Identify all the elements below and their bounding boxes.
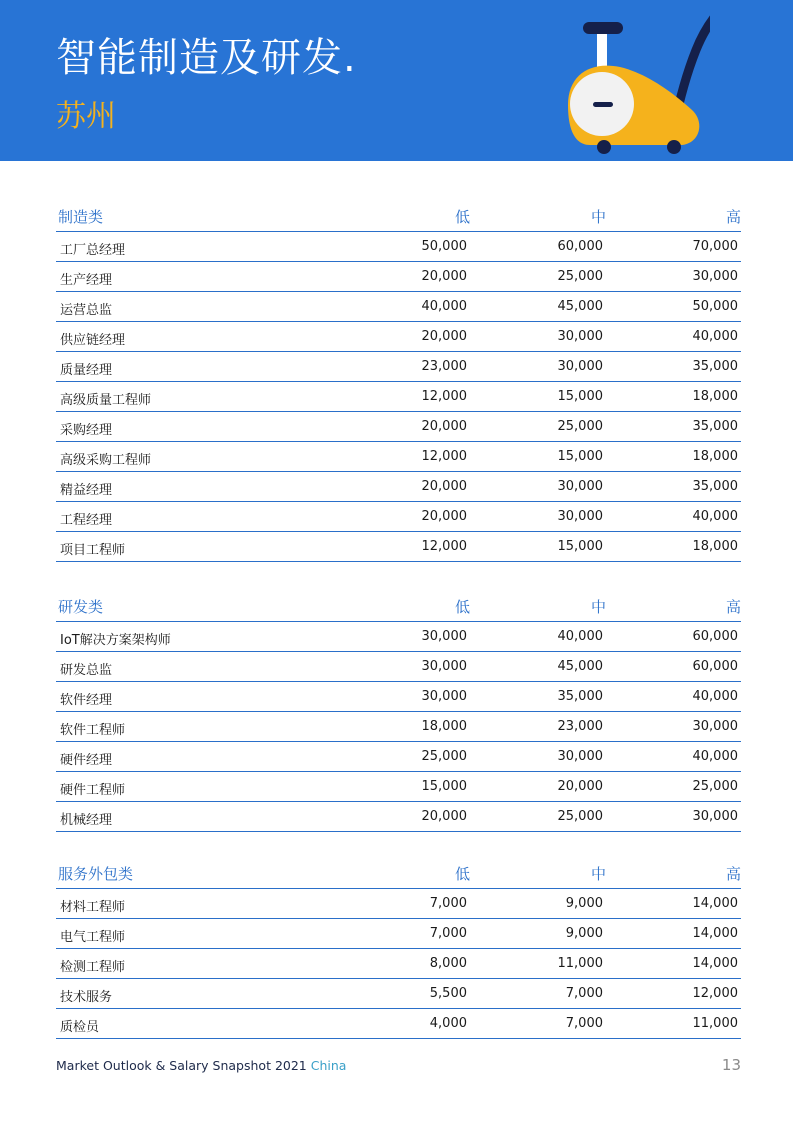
salary-low: 7,000 (429, 896, 467, 911)
salary-mid: 45,000 (557, 299, 603, 314)
salary-mid: 30,000 (557, 329, 603, 344)
salary-mid: 40,000 (557, 629, 603, 644)
salary-low: 20,000 (421, 329, 467, 344)
salary-mid: 7,000 (565, 1016, 603, 1031)
salary-high: 14,000 (692, 926, 738, 941)
salary-high: 30,000 (692, 719, 738, 734)
table-row (56, 772, 741, 802)
page-number: 13 (721, 1056, 741, 1074)
salary-high: 40,000 (692, 689, 738, 704)
salary-mid: 30,000 (557, 509, 603, 524)
salary-high: 40,000 (692, 329, 738, 344)
salary-high: 14,000 (692, 896, 738, 911)
job-title: 项目工程师 (60, 543, 126, 558)
salary-low: 12,000 (421, 539, 467, 554)
high-label: 高 (725, 865, 741, 883)
exercise-bike-icon (560, 5, 710, 157)
job-title: 软件工程师 (60, 723, 126, 738)
table-row (56, 322, 741, 352)
table-row (56, 712, 741, 742)
salary-low: 4,000 (429, 1016, 467, 1031)
high-label: 高 (725, 598, 741, 616)
job-title: 研发总监 (60, 663, 113, 678)
job-title: 检测工程师 (60, 960, 126, 975)
report-footer (56, 1058, 346, 1073)
salary-high: 25,000 (692, 779, 738, 794)
table-row (56, 502, 741, 532)
salary-high: 18,000 (692, 449, 738, 464)
table-row (56, 802, 741, 832)
table-row (56, 442, 741, 472)
salary-mid: 9,000 (565, 896, 603, 911)
salary-mid: 15,000 (557, 539, 603, 554)
job-title: 机械经理 (60, 813, 113, 828)
table-row (56, 262, 741, 292)
salary-mid: 30,000 (557, 479, 603, 494)
salary-mid: 45,000 (557, 659, 603, 674)
salary-low: 20,000 (421, 509, 467, 524)
salary-mid: 25,000 (557, 809, 603, 824)
job-title: 生产经理 (60, 273, 113, 288)
salary-low: 50,000 (421, 239, 467, 254)
salary-high: 50,000 (692, 299, 738, 314)
job-title: 采购经理 (60, 423, 113, 438)
salary-mid: 25,000 (557, 419, 603, 434)
salary-low: 18,000 (421, 719, 467, 734)
footer-country: China (310, 1058, 347, 1073)
job-title: 质检员 (60, 1020, 100, 1035)
report-title: Market Outlook & Salary Snapshot 2021 (56, 1058, 307, 1073)
salary-mid: 15,000 (557, 389, 603, 404)
salary-mid: 30,000 (557, 749, 603, 764)
salary-high: 18,000 (692, 389, 738, 404)
high-label: 高 (725, 208, 741, 226)
salary-mid: 11,000 (557, 956, 603, 971)
job-title: 硬件经理 (60, 753, 113, 768)
page-header (0, 0, 793, 161)
salary-high: 40,000 (692, 749, 738, 764)
job-title: 硬件工程师 (60, 783, 126, 798)
table-row (56, 949, 741, 979)
table-row (56, 292, 741, 322)
salary-low: 20,000 (421, 809, 467, 824)
table-row (56, 352, 741, 382)
salary-low: 30,000 (421, 659, 467, 674)
table-row (56, 979, 741, 1009)
salary-low: 12,000 (421, 389, 467, 404)
table-row (56, 889, 741, 919)
table-row (56, 532, 741, 562)
table-row (56, 412, 741, 442)
low-label: 低 (454, 598, 470, 616)
manufacturing-table (56, 201, 741, 562)
salary-low: 40,000 (421, 299, 467, 314)
salary-low: 12,000 (421, 449, 467, 464)
salary-high: 11,000 (692, 1016, 738, 1031)
salary-low: 20,000 (421, 479, 467, 494)
category-label: 服务外包类 (58, 865, 134, 883)
table-row (56, 1009, 741, 1039)
table-row (56, 742, 741, 772)
salary-low: 25,000 (421, 749, 467, 764)
job-title: 电气工程师 (60, 930, 126, 945)
rnd-table (56, 591, 741, 832)
job-title: 工厂总经理 (60, 243, 126, 258)
table-row (56, 682, 741, 712)
salary-low: 8,000 (429, 956, 467, 971)
salary-mid: 23,000 (557, 719, 603, 734)
salary-high: 18,000 (692, 539, 738, 554)
job-title: 工程经理 (60, 513, 113, 528)
job-title: 材料工程师 (60, 900, 126, 915)
salary-mid: 20,000 (557, 779, 603, 794)
job-title: 软件经理 (60, 693, 113, 708)
mid-label: 中 (590, 598, 606, 616)
job-title: 供应链经理 (60, 333, 126, 348)
category-label: 研发类 (58, 598, 104, 616)
salary-high: 35,000 (692, 479, 738, 494)
table-row (56, 232, 741, 262)
job-title: 精益经理 (60, 483, 113, 498)
salary-high: 30,000 (692, 269, 738, 284)
salary-high: 14,000 (692, 956, 738, 971)
table-header (56, 858, 741, 889)
salary-mid: 15,000 (557, 449, 603, 464)
salary-high: 40,000 (692, 509, 738, 524)
job-title: 高级质量工程师 (60, 393, 152, 408)
salary-low: 20,000 (421, 419, 467, 434)
salary-mid: 30,000 (557, 359, 603, 374)
salary-mid: 7,000 (565, 986, 603, 1001)
salary-low: 5,500 (429, 986, 467, 1001)
salary-high: 70,000 (692, 239, 738, 254)
job-title: IoT解决方案架构师 (60, 633, 171, 648)
outsourcing-table (56, 858, 741, 1039)
table-row (56, 472, 741, 502)
job-title: 质量经理 (60, 363, 113, 378)
salary-low: 15,000 (421, 779, 467, 794)
table-row (56, 382, 741, 412)
salary-low: 7,000 (429, 926, 467, 941)
salary-high: 60,000 (692, 629, 738, 644)
salary-mid: 9,000 (565, 926, 603, 941)
salary-high: 12,000 (692, 986, 738, 1001)
category-label: 制造类 (58, 208, 104, 226)
low-label: 低 (454, 865, 470, 883)
table-header (56, 201, 741, 232)
city-subtitle: 苏州 (56, 99, 116, 134)
salary-high: 35,000 (692, 419, 738, 434)
salary-mid: 25,000 (557, 269, 603, 284)
table-header (56, 591, 741, 622)
table-row (56, 622, 741, 652)
salary-low: 20,000 (421, 269, 467, 284)
job-title: 高级采购工程师 (60, 453, 152, 468)
salary-high: 30,000 (692, 809, 738, 824)
low-label: 低 (454, 208, 470, 226)
mid-label: 中 (590, 208, 606, 226)
salary-high: 35,000 (692, 359, 738, 374)
salary-mid: 35,000 (557, 689, 603, 704)
salary-low: 30,000 (421, 689, 467, 704)
salary-low: 30,000 (421, 629, 467, 644)
salary-high: 60,000 (692, 659, 738, 674)
mid-label: 中 (590, 865, 606, 883)
salary-low: 23,000 (421, 359, 467, 374)
job-title: 运营总监 (60, 303, 113, 318)
salary-mid: 60,000 (557, 239, 603, 254)
page-title: 智能制造及研发. (56, 35, 357, 81)
table-row (56, 652, 741, 682)
table-row (56, 919, 741, 949)
job-title: 技术服务 (60, 990, 113, 1005)
